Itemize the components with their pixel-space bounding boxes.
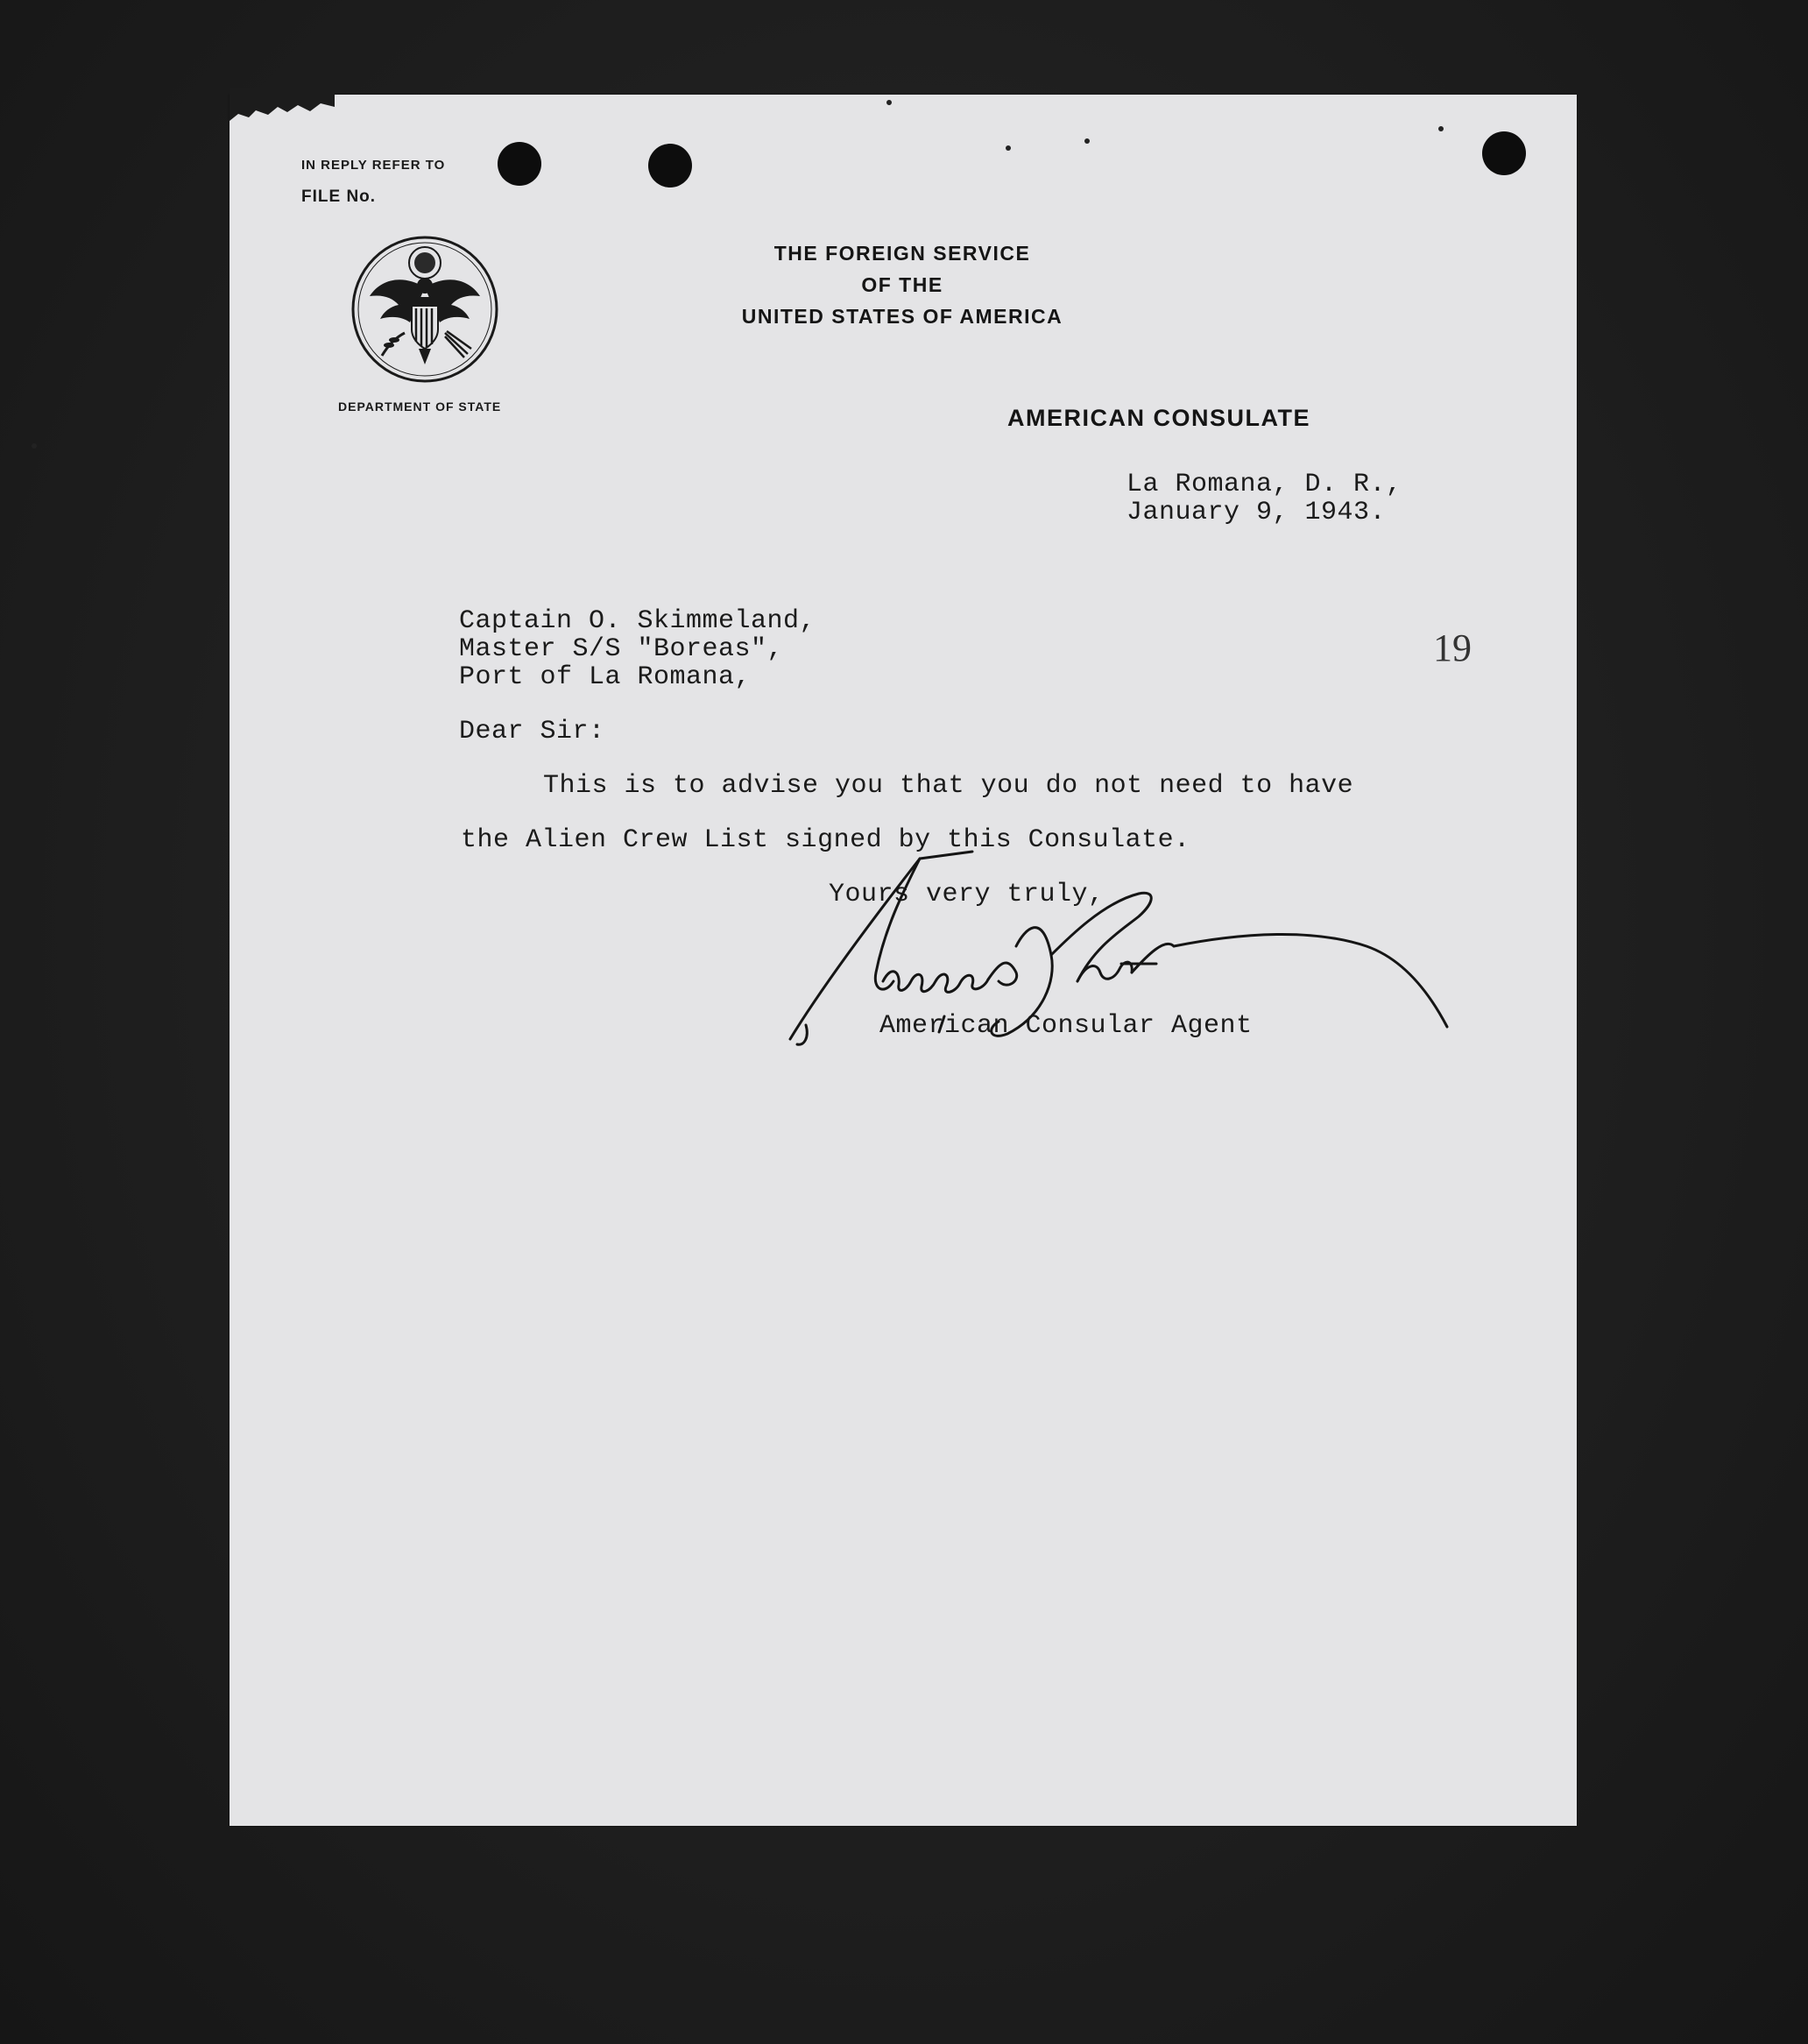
recipient-line-2: Master S/S "Boreas",: [459, 634, 784, 664]
torn-corner: [230, 88, 335, 131]
stamp-number: 19: [1433, 626, 1472, 669]
reply-refer-label: IN REPLY REFER TO: [301, 158, 446, 173]
foreign-service-line-2: OF THE: [861, 273, 943, 296]
signer-title: American Consular Agent: [879, 1011, 1253, 1041]
office-heading: AMERICAN CONSULATE: [1007, 405, 1310, 431]
paper-speck: [1084, 138, 1090, 144]
recipient-line-3: Port of La Romana,: [459, 662, 752, 692]
punch-hole-right: [1482, 131, 1526, 175]
punch-hole-left: [498, 142, 541, 186]
punch-hole-middle: [648, 144, 692, 187]
salutation: Dear Sir:: [459, 717, 605, 746]
file-number-label: FILE No.: [301, 187, 377, 206]
foreign-service-line-1: THE FOREIGN SERVICE: [773, 242, 1031, 265]
handwritten-signature: [788, 841, 1454, 1069]
paper-speck: [1438, 126, 1444, 131]
paper-speck: [32, 443, 37, 449]
letter-place: La Romana, D. R.,: [1126, 470, 1402, 499]
foreign-service-line-3: UNITED STATES OF AMERICA: [741, 305, 1063, 328]
department-seal-icon: [350, 235, 499, 384]
letter-date: January 9, 1943.: [1126, 498, 1387, 527]
body-line-1: This is to advise you that you do not need to have: [543, 771, 1354, 801]
recipient-line-1: Captain O. Skimmeland,: [459, 606, 816, 636]
paper-speck: [886, 100, 892, 105]
department-of-state-label: DEPARTMENT OF STATE: [338, 400, 502, 414]
body-line-2: the Alien Crew List signed by this Consulate.: [461, 825, 1190, 855]
closing: Yours very truly,: [829, 880, 1105, 909]
paper-speck: [1006, 145, 1011, 151]
